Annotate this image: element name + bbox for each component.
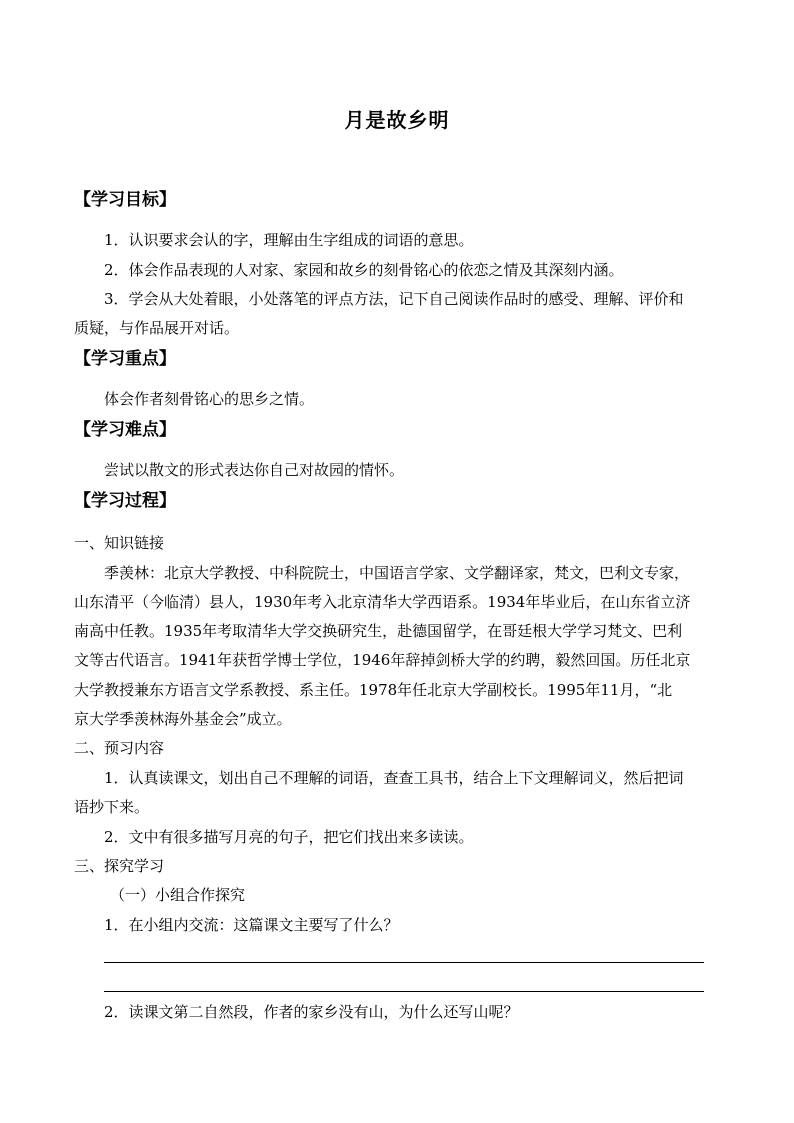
inquiry-heading: 三、探究学习	[74, 857, 165, 875]
objectives-heading: 【学习目标】	[74, 190, 176, 210]
knowledge-line-5: 大学教授兼东方语言文学系教授、系主任。1978年任北京大学副校长。1995年11月，“北	[74, 681, 673, 699]
preview-line-3: 2．文中有很多描写月亮的句子，把它们找出来多读读。	[104, 828, 474, 846]
objective-item-3: 3．学会从大处着眼，小处落笔的评点方法，记下自己阅读作品时的感受、理解、评价和	[104, 290, 684, 308]
objective-item-1: 1．认识要求会认的字，理解由生字组成的词语的意思。	[104, 231, 474, 249]
knowledge-line-1: 季羡林：北京大学教授、中科院院士，中国语言学家、文学翻译家，梵文，巴利文专家，	[104, 564, 690, 582]
difficulty-heading: 【学习难点】	[74, 420, 176, 440]
knowledge-line-2: 山东清平（今临清）县人，1930年考入北京清华大学西语系。1934年毕业后，在山东省立济	[74, 593, 691, 611]
answer-line-1	[104, 962, 704, 963]
inquiry-subheading: （一）小组合作探究	[110, 886, 246, 904]
preview-line-1: 1．认真读课文，划出自己不理解的词语，查查工具书，结合上下文理解词义，然后把词	[104, 769, 684, 787]
knowledge-line-4: 文等古代语言。1941年获哲学博士学位，1946年辞掉剑桥大学的约聘，毅然回国。历任北京	[74, 651, 691, 669]
key-point-heading: 【学习重点】	[74, 349, 176, 369]
knowledge-heading: 一、知识链接	[74, 534, 165, 552]
knowledge-line-6: 京大学季羡林海外基金会”成立。	[74, 710, 292, 728]
answer-line-2	[104, 991, 704, 992]
page-title: 月是故乡明	[344, 108, 450, 132]
question-1: 1．在小组内交流：这篇课文主要写了什么？	[104, 916, 399, 934]
difficulty-text: 尝试以散文的形式表达你自己对故园的情怀。	[104, 461, 405, 479]
preview-heading: 二、预习内容	[74, 739, 165, 757]
objective-item-2: 2．体会作品表现的人对家、家园和故乡的刻骨铭心的依恋之情及其深刻内涵。	[104, 261, 624, 279]
key-point-text: 体会作者刻骨铭心的思乡之情。	[104, 390, 315, 408]
process-heading: 【学习过程】	[74, 491, 176, 511]
question-2: 2．读课文第二自然段，作者的家乡没有山，为什么还写山呢？	[104, 1003, 519, 1021]
objective-item-3-cont: 质疑，与作品展开对话。	[74, 319, 240, 337]
knowledge-line-3: 南高中任教。1935年考取清华大学交换研究生，赴德国留学，在哥廷根大学学习梵文、巴利	[74, 622, 683, 640]
preview-line-2: 语抄下来。	[74, 798, 150, 816]
